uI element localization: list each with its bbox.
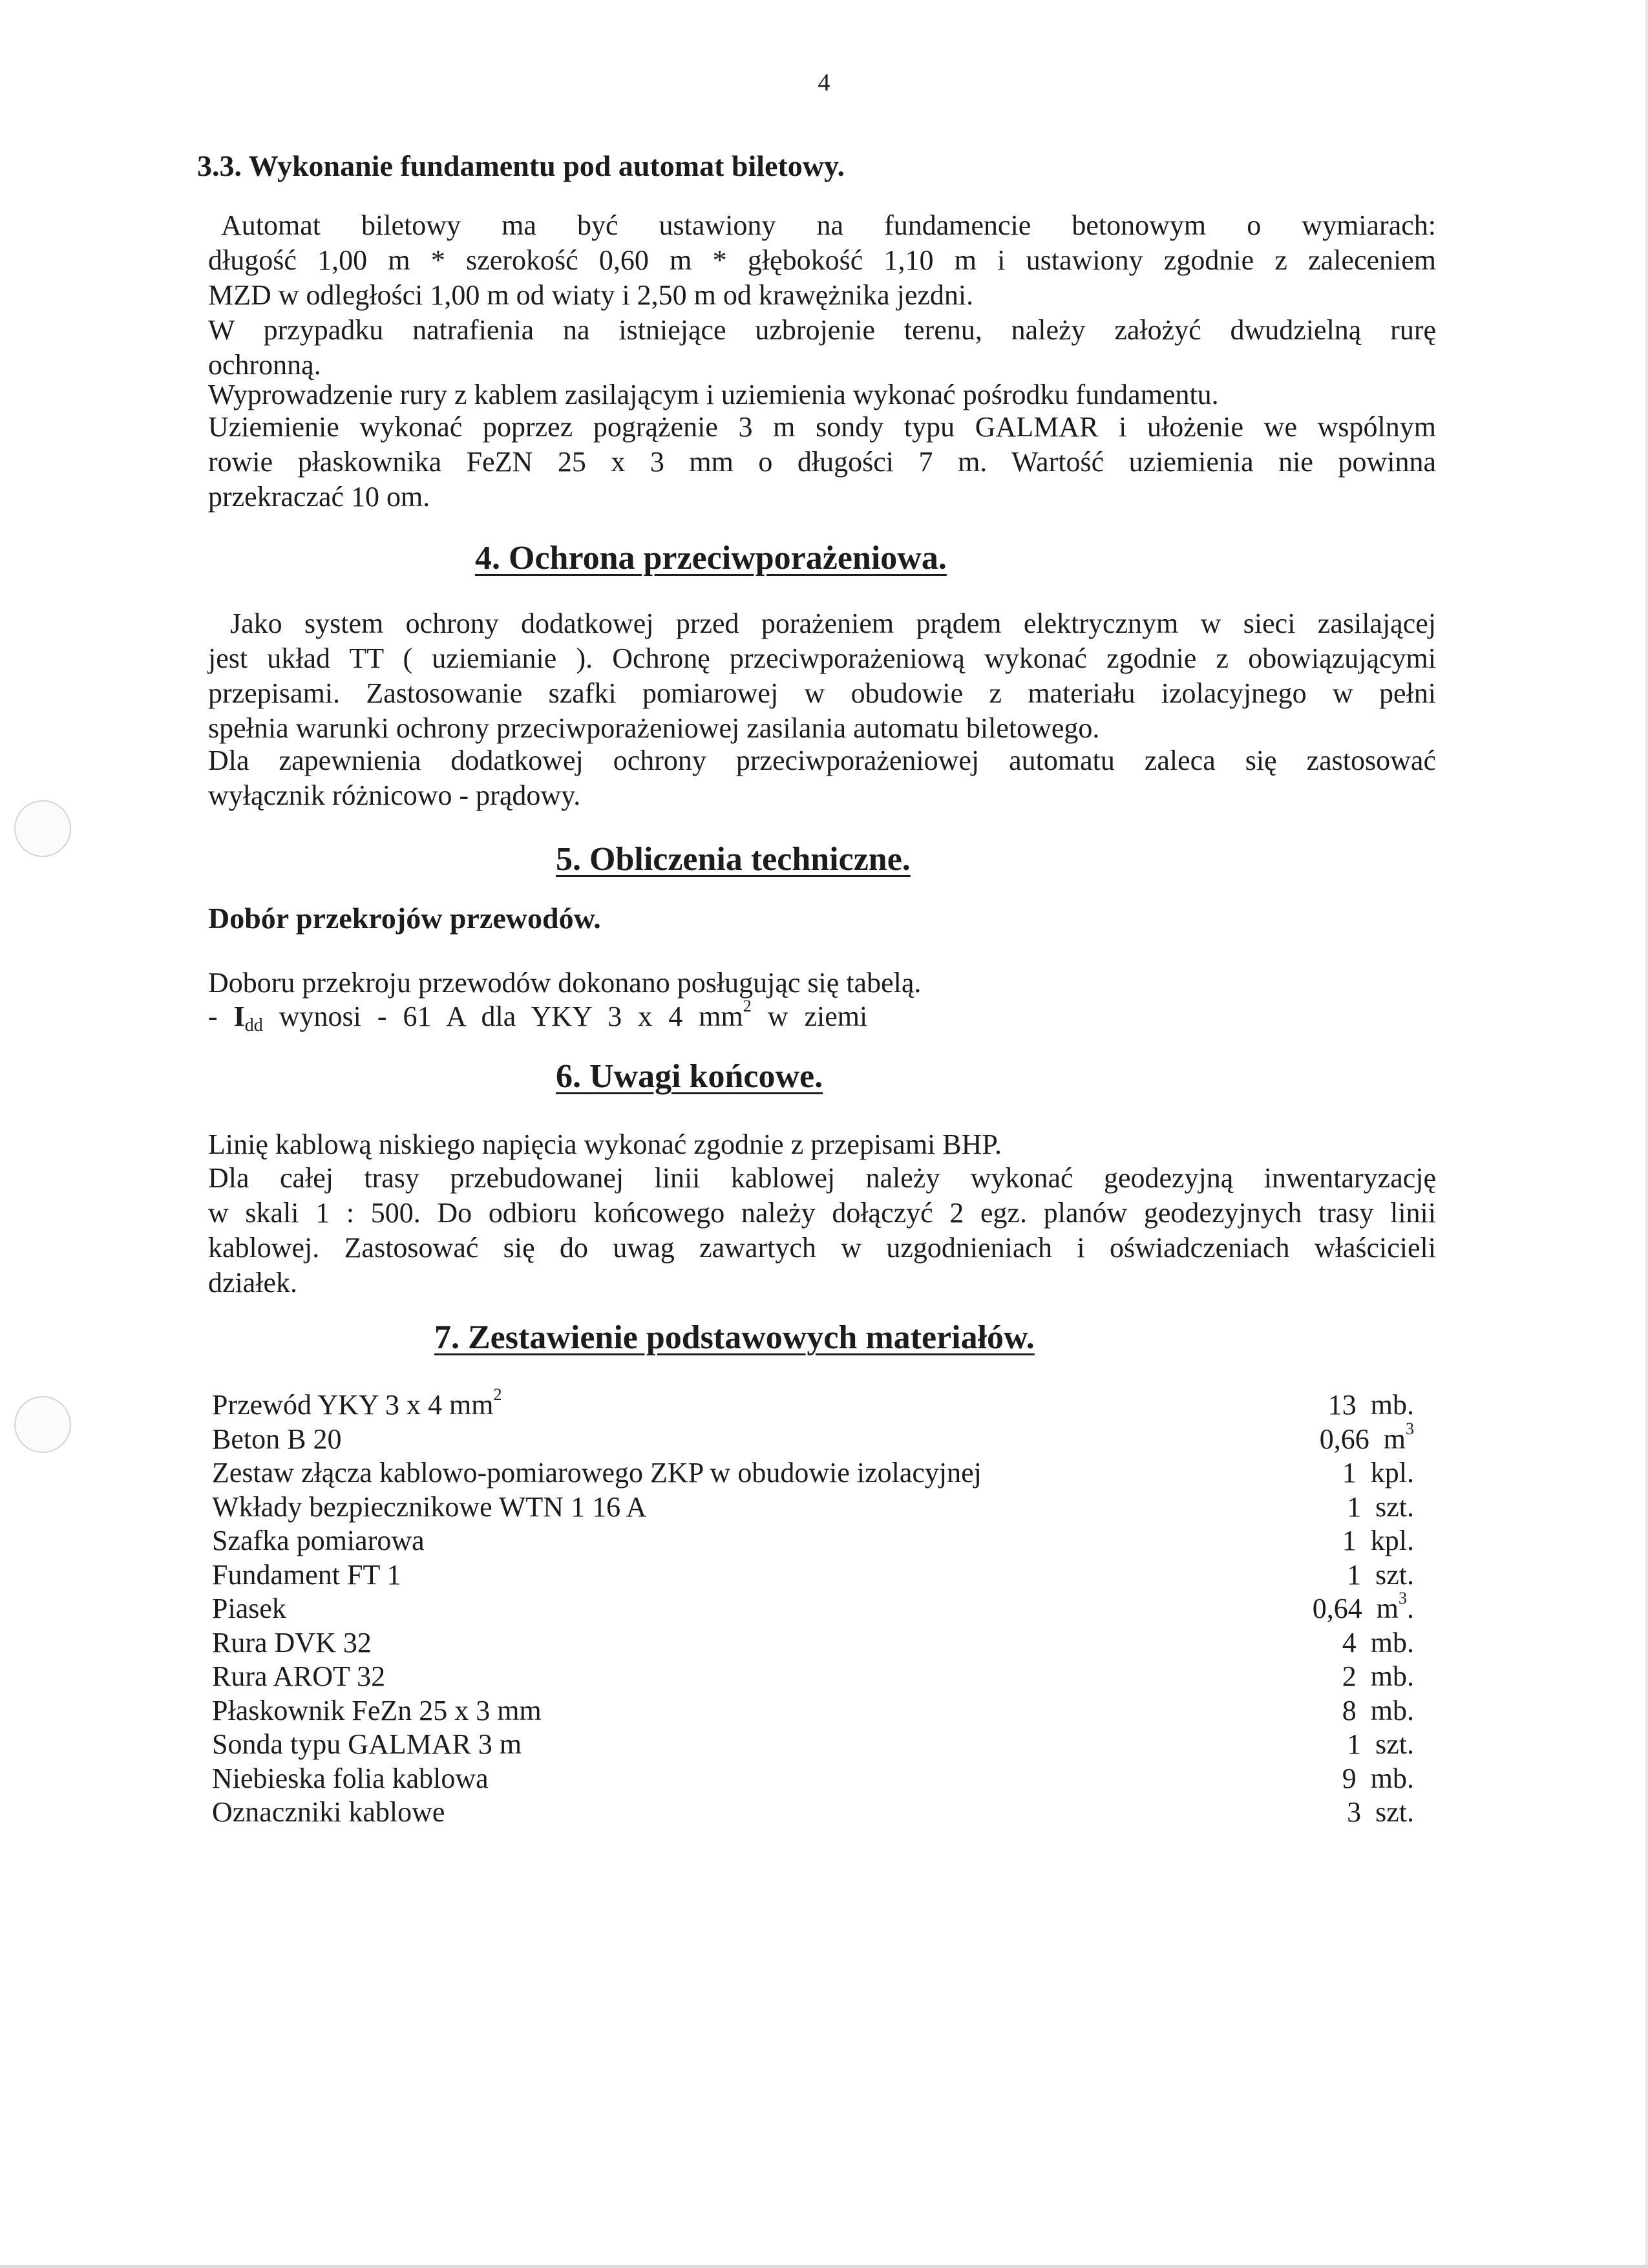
- material-quantity: [1347, 1796, 1414, 1830]
- material-quantity: [1342, 1660, 1414, 1694]
- material-quantity: [1312, 1589, 1414, 1626]
- section-3-3-paragraph-4: [208, 410, 1436, 514]
- material-row: [212, 1490, 1414, 1525]
- material-quantity-value: 1: [1342, 1457, 1357, 1489]
- material-name: [212, 1592, 286, 1626]
- material-row: [212, 1456, 1414, 1490]
- material-row: [212, 1796, 1414, 1830]
- material-quantity: [1319, 1419, 1414, 1457]
- material-row: [212, 1589, 1414, 1626]
- dash: -: [208, 1001, 234, 1032]
- material-name: [212, 1694, 542, 1728]
- material-unit: mb.: [1370, 1626, 1414, 1659]
- material-quantity: [1342, 1694, 1414, 1728]
- section-6-paragraph-2: [208, 1161, 1436, 1300]
- text-line: [208, 999, 1436, 1034]
- text-line: rowie płaskownika FeZN 25 x 3 mm o długości 7 m. Wartość uziemienia nie powinna: [208, 446, 1436, 478]
- material-name-text: Beton B 20: [212, 1423, 342, 1455]
- material-quantity-value: 1: [1347, 1728, 1362, 1760]
- text-line: Jako system ochrony dodatkowej przed porażeniem prądem elektrycznym w sieci zasilającej: [230, 608, 1436, 639]
- text-line: przepisami. Zastosowanie szafki pomiarowej w obudowie z materiału izolacyjnego w pełni: [208, 677, 1436, 709]
- material-unit: kpl.: [1370, 1457, 1414, 1489]
- material-name: [212, 1762, 489, 1796]
- material-unit-tail: .: [1407, 1593, 1414, 1624]
- material-row: [212, 1558, 1414, 1593]
- material-quantity-value: 0,64: [1312, 1593, 1362, 1624]
- material-name: [212, 1558, 401, 1593]
- text-line: przekraczać 10 om.: [208, 481, 430, 513]
- material-unit: szt.: [1375, 1490, 1414, 1523]
- section-3-3-heading: 3.3. Wykonanie fundamentu pod automat biletowy.: [197, 149, 845, 182]
- material-quantity: [1347, 1490, 1414, 1525]
- text-line: W przypadku natrafienia na istniejące uzbrojenie terenu, należy założyć dwudzielną rurę: [208, 314, 1436, 346]
- section-5-paragraph-1: [208, 966, 1436, 1001]
- text-line: ochronną.: [208, 349, 321, 381]
- material-row: [212, 1419, 1414, 1457]
- section-4-paragraph-2: [208, 743, 1436, 813]
- location-text: w ziemi: [751, 1001, 868, 1032]
- material-unit: mb.: [1370, 1389, 1414, 1421]
- material-unit: mb.: [1370, 1660, 1414, 1692]
- section-7-heading: 7. Zestawienie podstawowych materiałów.: [434, 1319, 1035, 1356]
- text-line: jest układ TT ( uziemianie ). Ochronę przeciwporażeniową wykonać zgodnie z obowiązującymi: [208, 642, 1436, 674]
- material-quantity: [1342, 1626, 1414, 1660]
- material-unit: szt.: [1375, 1728, 1414, 1760]
- material-row: [212, 1524, 1414, 1558]
- material-quantity-value: 2: [1342, 1660, 1357, 1692]
- material-row: [212, 1660, 1414, 1694]
- material-unit: mb.: [1370, 1694, 1414, 1726]
- section-3-3-paragraph-3: [208, 377, 1436, 412]
- section-4-paragraph-1: [208, 606, 1436, 746]
- material-quantity: [1328, 1388, 1414, 1423]
- text-line: działek.: [208, 1267, 298, 1298]
- material-row: [212, 1385, 1414, 1423]
- material-quantity: [1342, 1762, 1414, 1796]
- text-line: spełnia warunki ochrony przeciwporażeniowej zasilania automatu biletowego.: [208, 712, 1100, 744]
- material-name: [212, 1385, 502, 1423]
- material-unit: szt.: [1375, 1558, 1414, 1591]
- text-line: kablowej. Zastosować się do uwag zawartych w uzgodnieniach i oświadczeniach właścicieli: [208, 1232, 1436, 1264]
- text-line: Wyprowadzenie rury z kablem zasilającym i uziemienia wykonać pośrodku fundamentu.: [208, 379, 1219, 410]
- text-line: długość 1,00 m * szerokość 0,60 m * głębokość 1,10 m i ustawiony zgodnie z zaleceniem: [208, 244, 1436, 276]
- unit-superscript: 2: [743, 997, 752, 1015]
- material-name-text: Przewód YKY 3 x 4 mm: [212, 1389, 494, 1421]
- material-quantity-value: 1: [1347, 1558, 1362, 1591]
- punch-hole: [14, 800, 71, 857]
- current-symbol: I: [233, 1001, 245, 1032]
- text-line: wyłącznik różnicowo - prądowy.: [208, 779, 581, 811]
- current-value-text: wynosi - 61 A dla YKY 3 x 4 mm: [262, 1001, 743, 1032]
- material-name: [212, 1423, 341, 1457]
- section-5-subheading: Dobór przekrojów przewodów.: [208, 902, 601, 935]
- material-row: [212, 1728, 1414, 1762]
- text-line: Doboru przekroju przewodów dokonano posługując się tabelą.: [208, 967, 922, 999]
- material-name-text: Rura DVK 32: [212, 1626, 372, 1659]
- section-5-paragraph-2: [208, 999, 1436, 1034]
- material-unit: szt.: [1375, 1796, 1414, 1828]
- material-quantity-value: 4: [1342, 1626, 1357, 1659]
- material-quantity: [1342, 1524, 1414, 1558]
- material-name: [212, 1728, 522, 1762]
- section-4-heading: 4. Ochrona przeciwporażeniowa.: [475, 540, 947, 577]
- materials-list: [212, 1385, 1414, 1830]
- material-row: [212, 1694, 1414, 1728]
- material-name-text: Niebieska folia kablowa: [212, 1762, 489, 1794]
- material-name: [212, 1490, 646, 1525]
- material-quantity: [1347, 1728, 1414, 1762]
- material-name-text: Fundament FT 1: [212, 1558, 401, 1591]
- material-quantity: [1347, 1558, 1414, 1593]
- material-name: [212, 1456, 982, 1490]
- material-unit: m: [1376, 1593, 1399, 1624]
- material-name-text: Rura AROT 32: [212, 1660, 386, 1692]
- material-name: [212, 1660, 385, 1694]
- material-unit-superscript: 3: [1399, 1589, 1407, 1607]
- text-line: Uziemienie wykonać poprzez pogrążenie 3 m sondy typu GALMAR i ułożenie we wspólnym: [208, 411, 1436, 443]
- text-line: Automat biletowy ma być ustawiony na fundamencie betonowym o wymiarach:: [221, 209, 1436, 241]
- material-name: [212, 1524, 425, 1558]
- text-line: MZD w odległości 1,00 m od wiaty i 2,50 m od krawężnika jezdni.: [208, 279, 974, 311]
- material-quantity-value: 1: [1347, 1490, 1362, 1523]
- punch-hole: [14, 1396, 71, 1453]
- text-line: Dla całej trasy przebudowanej linii kablowej należy wykonać geodezyjną inwentaryzację: [208, 1162, 1436, 1194]
- material-name-text: Sonda typu GALMAR 3 m: [212, 1728, 522, 1760]
- text-line: Linię kablową niskiego napięcia wykonać zgodnie z przepisami BHP.: [208, 1129, 1002, 1160]
- material-name: [212, 1626, 372, 1660]
- material-name-text: Zestaw złącza kablowo-pomiarowego ZKP w obudowie izolacyjnej: [212, 1457, 982, 1489]
- material-quantity-value: 3: [1347, 1796, 1362, 1828]
- material-quantity-value: 9: [1342, 1762, 1357, 1794]
- section-3-3-paragraph-1: [208, 208, 1436, 313]
- material-row: [212, 1762, 1414, 1796]
- material-name-text: Wkłady bezpiecznikowe WTN 1 16 A: [212, 1490, 647, 1523]
- material-quantity-value: 8: [1342, 1694, 1357, 1726]
- material-row: [212, 1626, 1414, 1660]
- text-line: w skali 1 : 500. Do odbioru końcowego należy dołączyć 2 egz. planów geodezyjnych trasy linii: [208, 1197, 1436, 1229]
- material-name-text: Oznaczniki kablowe: [212, 1796, 445, 1828]
- material-name-text: Piasek: [212, 1593, 286, 1624]
- section-5-heading: 5. Obliczenia techniczne.: [556, 841, 911, 878]
- material-name-text: Szafka pomiarowa: [212, 1525, 425, 1556]
- section-6-paragraph-1: [208, 1127, 1436, 1162]
- material-quantity: [1342, 1456, 1414, 1490]
- section-3-3-paragraph-2: [208, 313, 1436, 383]
- material-quantity-value: 13: [1327, 1389, 1357, 1421]
- material-unit-superscript: 3: [1406, 1419, 1414, 1438]
- material-name-text: Płaskownik FeZn 25 x 3 mm: [212, 1694, 542, 1726]
- material-name-superscript: 2: [493, 1385, 502, 1404]
- material-quantity-value: 0,66: [1319, 1423, 1369, 1455]
- scan-edge: [1645, 0, 1648, 2268]
- scan-edge: [0, 2265, 1648, 2268]
- material-unit: kpl.: [1370, 1525, 1414, 1556]
- material-quantity-value: 1: [1342, 1525, 1357, 1556]
- text-line: Dla zapewnienia dodatkowej ochrony przeciwporażeniowej automatu zaleca się zastosować: [208, 745, 1436, 776]
- section-6-heading: 6. Uwagi końcowe.: [556, 1058, 823, 1095]
- page-number: 4: [818, 69, 830, 96]
- material-unit: m: [1383, 1423, 1406, 1455]
- material-name: [212, 1796, 445, 1830]
- material-unit: mb.: [1370, 1762, 1414, 1794]
- current-subscript: dd: [244, 1015, 263, 1035]
